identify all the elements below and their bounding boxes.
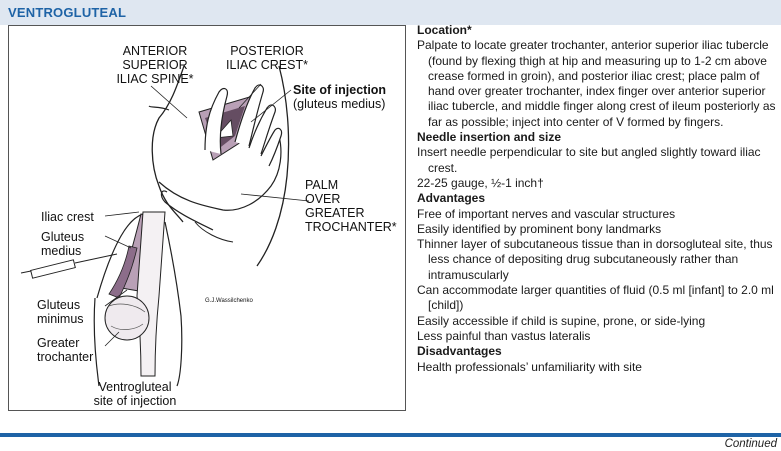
label-palm-line3: GREATER bbox=[305, 206, 365, 220]
label-site-title: Site of injection bbox=[293, 83, 387, 97]
label-palm-over-greater-trochanter bbox=[305, 178, 405, 234]
heading-location: Location* bbox=[417, 23, 472, 37]
section-title: VENTROGLUTEAL bbox=[8, 5, 127, 20]
advantage-item: Easily accessible if child is supine, prone, or side-lying bbox=[417, 313, 706, 328]
advantage-item: Less painful than vastus lateralis bbox=[417, 328, 591, 343]
section-header bbox=[0, 0, 781, 25]
advantage-item: Free of important nerves and vascular structures bbox=[417, 206, 676, 221]
heading-disadvantages: Disadvantages bbox=[417, 344, 502, 359]
label-site-of-injection bbox=[293, 83, 403, 111]
label-gluteus-minimus-line1: Gluteus bbox=[37, 298, 81, 312]
continued-label: Continued bbox=[724, 438, 777, 450]
advantage-item: Thinner layer of subcutaneous tissue than in dorsogluteal site, thus less chance of depositing drug subcutaneously rather than intramuscularly bbox=[417, 237, 773, 282]
caption-line2: site of injection bbox=[93, 394, 177, 408]
needle-size-text: 22-25 gauge, ½-1 inch† bbox=[417, 175, 544, 190]
label-gluteus-medius-line2: medius bbox=[41, 244, 82, 258]
heading-advantages: Advantages bbox=[417, 191, 486, 206]
label-pic-line2: ILIAC CREST* bbox=[226, 58, 308, 72]
label-palm-line2: OVER bbox=[305, 192, 341, 206]
footer-divider bbox=[0, 433, 781, 437]
label-greater-trochanter bbox=[37, 336, 93, 364]
disadvantage-item: Health professionals’ unfamiliarity with site bbox=[417, 359, 642, 374]
needle-insertion-text: Insert needle perpendicular to site but angled slightly toward iliac crest. bbox=[417, 145, 761, 175]
figure-caption bbox=[65, 380, 205, 408]
label-iliac-crest: Iliac crest bbox=[41, 210, 94, 224]
label-posterior-iliac-crest bbox=[221, 44, 313, 72]
label-greater-trochanter-line1: Greater bbox=[37, 336, 80, 350]
caption-line1: Ventrogluteal bbox=[98, 380, 172, 394]
label-pic-line1: POSTERIOR bbox=[230, 44, 304, 58]
label-palm-line1: PALM bbox=[305, 178, 339, 192]
label-palm-line4: TROCHANTER* bbox=[305, 220, 397, 234]
advantage-item: Can accommodate larger quantities of fluid (0.5 ml [infant] to 2.0 ml [child]) bbox=[417, 283, 774, 313]
label-gluteus-minimus-line2: minimus bbox=[37, 312, 84, 326]
label-site-sub: (gluteus medius) bbox=[293, 97, 386, 111]
label-asis-line2: ILIAC SPINE* bbox=[116, 72, 194, 86]
artist-signature: G.J.Wassilchenko bbox=[205, 298, 253, 304]
advantage-item: Easily identified by prominent bony landmarks bbox=[417, 221, 662, 236]
label-gluteus-medius-line1: Gluteus bbox=[41, 230, 85, 244]
label-anterior-superior-iliac-spine bbox=[89, 44, 221, 86]
location-text: Palpate to locate greater trochanter, anterior superior iliac tubercle (found by flexing thigh at hip and measuring up to 1-2 cm above crease formed in groin), and posterior iliac crest; place palm of hand over greater trochanter, index finger over anterior superior iliac tubercle, and middle finger along crest of ileum posteriorly as far as possible; inject into center of V formed by fingers. bbox=[417, 38, 776, 129]
illustration-panel bbox=[8, 25, 406, 411]
label-gluteus-minimus bbox=[37, 298, 84, 326]
label-gluteus-medius bbox=[41, 230, 84, 258]
description-column bbox=[417, 23, 777, 375]
label-asis-line1: ANTERIOR SUPERIOR bbox=[122, 44, 188, 72]
heading-needle-insertion: Needle insertion and size bbox=[417, 130, 562, 145]
label-greater-trochanter-line2: trochanter bbox=[37, 350, 94, 364]
